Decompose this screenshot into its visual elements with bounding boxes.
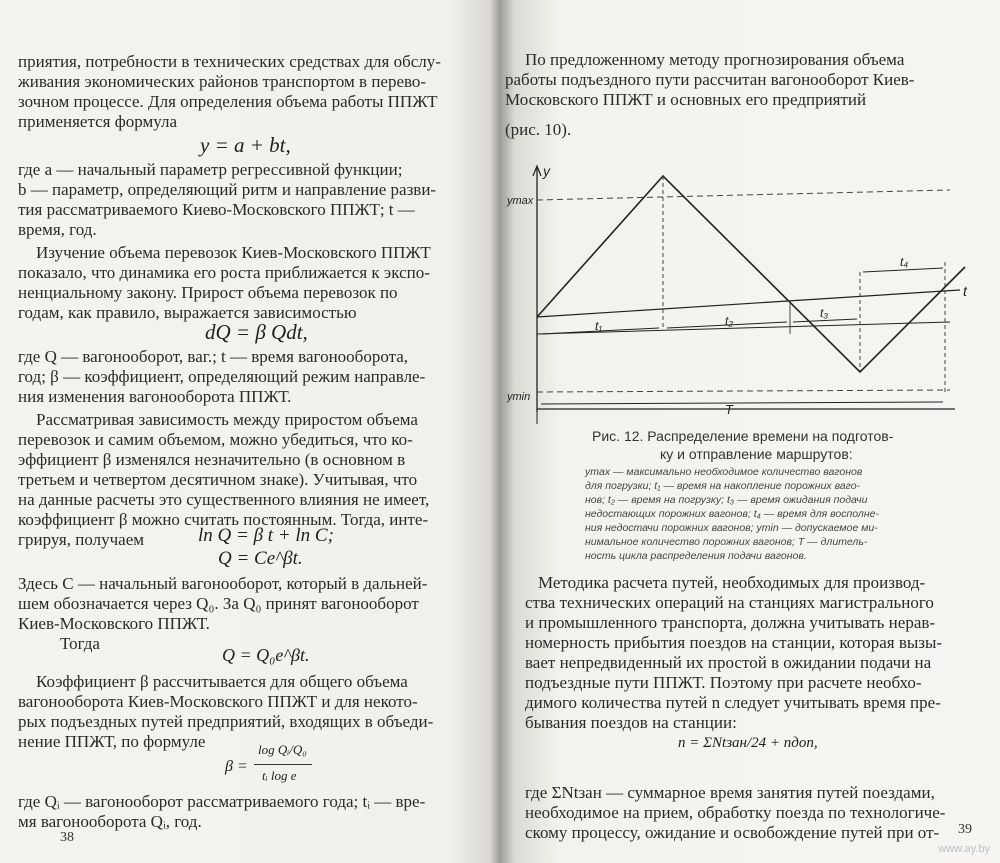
text-line: год; β — коэффициент, определяющий режим направле- xyxy=(18,367,426,386)
ymin-label: ymin xyxy=(507,391,531,403)
text-line: Киев-Московского ППЖТ. xyxy=(18,614,210,633)
text-line: Тогда xyxy=(60,634,100,653)
figure-caption: ку и отправление маршрутов: xyxy=(660,446,853,462)
y-axis-label: y xyxy=(543,163,550,179)
text-line: необходимое на прием, обработку поезда по технологиче- xyxy=(525,803,946,822)
text-line: мя вагонооборота Qᵢ, год. xyxy=(18,812,202,831)
text-line: b — параметр, определяющий ритм и направление разви- xyxy=(18,180,437,199)
formula-q0: Q = Q₀e^βt. xyxy=(222,645,310,665)
text-line: показало, что динамика его роста приближается к экспо- xyxy=(18,263,430,282)
t-axis-label: t xyxy=(963,283,967,299)
text-line: вагонооборота Киев-Московского ППЖТ и для некото- xyxy=(18,692,418,711)
text-line: и промышленного транспорта, должна учитывать нерав- xyxy=(525,613,936,632)
text-line: где Q — вагонооборот, ваг.; t — время вагонооборота, xyxy=(18,347,409,366)
figure-12 xyxy=(507,162,975,432)
text-line: Коэффициент β рассчитывается для общего объема xyxy=(36,672,408,691)
text-line: тия рассматриваемого Киево-Московского ППЖТ; t — xyxy=(18,200,415,219)
text-line: живания экономических районов транспортом в перево- xyxy=(18,72,427,91)
t3-label: t₃ xyxy=(820,306,829,320)
formula-beta-denominator: tᵢ log e xyxy=(262,768,297,783)
ymin-line xyxy=(537,390,950,392)
t1-label: t₁ xyxy=(595,319,603,333)
text-line: ненциальному закону. Прирост объема перевозок по xyxy=(18,283,398,302)
formula-exponent: Q = Ce^βt. xyxy=(218,548,303,569)
text-line: Изучение объема перевозок Киев-Московского ППЖТ xyxy=(36,243,431,262)
text-line: работы подъездного пути рассчитан вагонооборот Киев- xyxy=(505,70,915,89)
text-line: димого количества путей n следует учитывать время пре- xyxy=(525,693,941,712)
formula-log: ln Q = β t + ln C; xyxy=(198,525,334,546)
ymax-label: ymax xyxy=(507,195,534,207)
text-line: номерность прибытия поездов на станции, которая вызы- xyxy=(525,633,943,652)
text-line: третьем и четвертом десятичном знаке). Учитывая, что xyxy=(18,470,418,489)
text-line: вает непредвиденный их простой в ожидании подачи на xyxy=(525,653,932,672)
text-line: Здесь C — начальный вагонооборот, который в дальней- xyxy=(18,574,428,593)
text-line: скому процессу, ожидание и освобождение путей при от- xyxy=(525,823,940,842)
t2-label: t₂ xyxy=(725,314,733,328)
formula-beta-lhs: β = xyxy=(225,758,248,775)
text-line: на данные расчеты это существенного влияния не имеет, xyxy=(18,490,430,509)
watermark: www.ay.by xyxy=(938,843,990,855)
figure-legend-line: ymax — максимально необходимое количество вагонов xyxy=(585,466,863,478)
page-number: 38 xyxy=(60,830,74,845)
text-line: зочном процессе. Для определения объема работы ППЖТ xyxy=(18,92,438,111)
text-line: ства технических операций на станциях магистрального xyxy=(525,593,934,612)
figure-legend-line: для погрузки; t₁ — время на накопление порожних ваго- xyxy=(585,480,861,492)
text-line: шем обозначается через Q₀. За Q₀ принят вагонооборот xyxy=(18,594,419,613)
text-line: время, год. xyxy=(18,220,97,239)
text-line: (рис. 10). xyxy=(505,120,572,139)
text-line: Методика расчета путей, необходимых для производ- xyxy=(538,573,926,592)
fraction-bar xyxy=(254,764,312,765)
text-line: бывания поездов на станции: xyxy=(525,713,737,732)
figure-legend-line: ния недостачи порожних вагонов; ymin — допускаемое ми- xyxy=(585,522,878,534)
t4-label: t₄ xyxy=(900,255,909,269)
figure-legend-line: нимальное количество порожних вагонов; T — длитель- xyxy=(585,536,868,548)
formula-differential: dQ = β Qdt, xyxy=(205,320,308,344)
text-line: коэффициент β можно считать постоянным. Тогда, инте- xyxy=(18,510,429,529)
text-line: Рассматривая зависимость между приростом объема xyxy=(36,410,418,429)
figure-legend-line: нов; t₂ — время на погрузку; t₃ — время ожидания подачи xyxy=(585,494,868,506)
T-arrow xyxy=(541,402,943,404)
figure-legend-line: недостающих порожних вагонов; t₄ — время для восполне- xyxy=(585,508,879,520)
text-line: приятия, потребности в технических средствах для обслу- xyxy=(18,52,441,71)
text-line: годам, как правило, выражается зависимостью xyxy=(18,303,357,322)
page-number: 39 xyxy=(958,822,972,837)
T-label: T xyxy=(725,402,733,417)
left-page xyxy=(0,0,495,863)
text-line: рых подъездных путей предприятий, входящих в объеди- xyxy=(18,712,434,731)
figure-caption: Рис. 12. Распределение времени на подготов- xyxy=(592,428,894,444)
text-line: По предложенному методу прогнозирования объема xyxy=(525,50,905,69)
text-line: эффициент β изменялся незначительно (в основном в xyxy=(18,450,406,469)
distribution-curve xyxy=(537,176,965,372)
text-line: где a — начальный параметр регрессивной функции; xyxy=(18,160,403,179)
text-line: перевозок и самим объемом, можно убедиться, что ко- xyxy=(18,430,413,449)
text-line: подъездные пути ППЖТ. Поэтому при расчете необхо- xyxy=(525,673,922,692)
text-line: нение ППЖТ, по формуле xyxy=(18,732,206,751)
formula-regression: y = a + bt, xyxy=(200,133,291,157)
ymax-line xyxy=(537,190,950,200)
text-line: грируя, получаем xyxy=(18,530,144,549)
text-line: применяется формула xyxy=(18,112,178,131)
text-line: где Qᵢ — вагонооборот рассматриваемого года; tᵢ — вре- xyxy=(18,792,426,811)
formula-beta-numerator: log Qᵢ/Q₀ xyxy=(258,742,307,757)
formula-tracks: n = ΣNtзан/24 + nдоп, xyxy=(678,735,818,751)
figure-legend-line: ность цикла распределения подачи вагонов. xyxy=(585,550,807,562)
text-line: где ΣNtзан — суммарное время занятия путей поездами, xyxy=(525,783,935,802)
text-line: Московского ППЖТ и основных его предприятий xyxy=(505,90,867,109)
text-line: ния изменения вагонооборота ППЖТ. xyxy=(18,387,292,406)
t-axis xyxy=(537,290,960,317)
